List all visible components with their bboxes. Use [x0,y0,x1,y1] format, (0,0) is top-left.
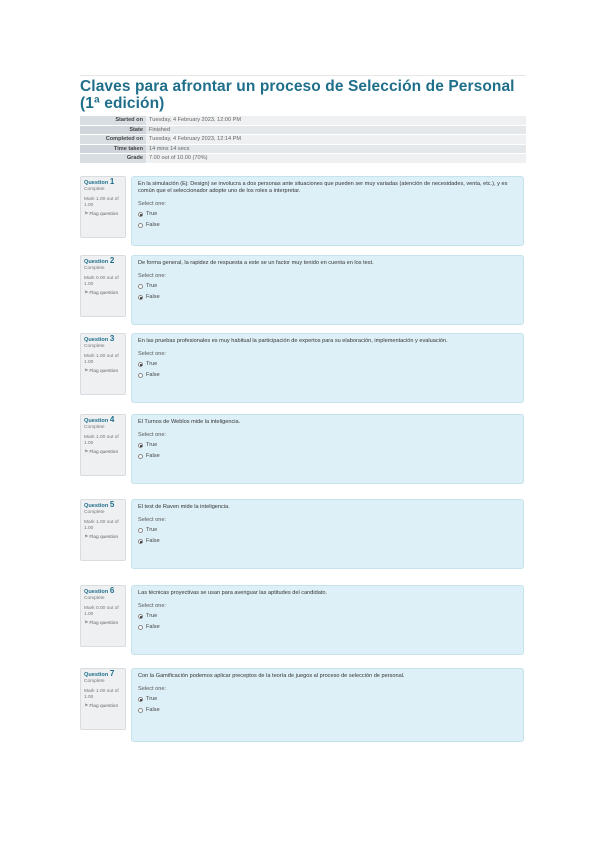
question-state: Complete [84,425,105,430]
flag-question-link[interactable]: ⚑Flag question [84,369,119,374]
flag-icon: ⚑ [84,212,89,217]
answer-option-true[interactable]: True [138,613,517,620]
question-info [80,333,126,395]
question-mark: Mark 1.00 out of 1.00 [84,435,119,446]
question-state: Complete [84,266,105,271]
answer-option-false[interactable]: False [138,453,517,460]
question-state: Complete [84,344,105,349]
flag-question-link[interactable]: ⚑Flag question [84,212,119,217]
radio-button[interactable] [138,697,143,702]
flag-question-link[interactable]: ⚑Flag question [84,450,119,455]
summary-value: Finished [146,125,526,135]
question-content [131,333,524,403]
question-content [131,585,524,655]
question-mark: Mark 0.00 out of 1.00 [84,606,119,617]
radio-button[interactable] [138,212,143,217]
question-4 [80,414,526,484]
radio-button[interactable] [138,362,143,367]
question-info [80,585,126,647]
question-text: En la simulación (Ej: Design) se involucra a dos personas ante situaciones que pueden ser muy variadas (atención de necesidades, venta, etc.), y es común que el seleccionador adopte uno de los roles a interpretar. [138,181,508,194]
radio-button[interactable] [138,528,143,533]
summary-label: Grade [80,154,146,164]
answer-option-true[interactable]: True [138,696,517,703]
question-text: El Turnos de Weblos mide la inteligencia. [138,419,241,425]
flag-question-link[interactable]: ⚑Flag question [84,535,119,540]
summary-label: Completed on [80,135,146,145]
question-number: Question 7 [84,669,115,678]
question-mark: Mark 1.00 out of 1.00 [84,354,119,365]
radio-button[interactable] [138,614,143,619]
answer-option-true[interactable]: True [138,361,517,368]
summary-row [80,135,526,145]
answer-option-false[interactable]: False [138,222,517,229]
question-info [80,499,126,561]
question-2 [80,255,526,325]
question-text: Las técnicas proyectivas se usan para averiguar las aptitudes del candidato. [138,590,328,596]
question-text: De forma general, la rapidez de respuesta a este se un factor muy tenido en cuenta en los test. [138,260,374,266]
select-one-prompt: Select one: [138,686,166,692]
question-1 [80,176,526,246]
flag-icon: ⚑ [84,369,89,374]
radio-button[interactable] [138,284,143,289]
question-3 [80,333,526,403]
question-mark: Mark 1.00 out of 1.00 [84,197,119,208]
select-one-prompt: Select one: [138,351,166,357]
summary-row [80,154,526,164]
question-mark: Mark 0.00 out of 1.00 [84,276,119,287]
question-info [80,255,126,317]
question-info [80,668,126,730]
question-text: En las pruebas profesionales es muy habitual la participación de expertos para su elaboración, implementación y evaluación. [138,338,448,344]
answer-option-true[interactable]: True [138,442,517,449]
question-state: Complete [84,187,105,192]
flag-icon: ⚑ [84,450,89,455]
flag-icon: ⚑ [84,704,89,709]
summary-value: Tuesday, 4 February 2023, 12:14 PM [146,135,526,145]
radio-button[interactable] [138,625,143,630]
select-one-prompt: Select one: [138,432,166,438]
select-one-prompt: Select one: [138,201,166,207]
answer-option-false[interactable]: False [138,624,517,631]
page-title: Claves para afrontar un proceso de Selección de Personal (1ª edición) [80,78,515,112]
question-number: Question 5 [84,500,115,509]
flag-icon: ⚑ [84,291,89,296]
summary-row [80,116,526,125]
answer-option-false[interactable]: False [138,707,517,714]
radio-button[interactable] [138,454,143,459]
summary-value: Tuesday, 4 February 2023, 12:00 PM [146,116,526,125]
question-number: Question 3 [84,334,115,343]
question-content [131,668,524,742]
question-number: Question 2 [84,256,115,265]
question-state: Complete [84,596,105,601]
summary-label: State [80,125,146,135]
question-text: El test de Raven mide la inteligencia. [138,504,230,510]
question-content [131,414,524,484]
question-mark: Mark 1.00 out of 1.00 [84,520,119,531]
radio-button[interactable] [138,539,143,544]
answer-option-false[interactable]: False [138,294,517,301]
radio-button[interactable] [138,708,143,713]
summary-label: Time taken [80,144,146,154]
radio-button[interactable] [138,223,143,228]
question-text: Con la Gamificación podemos aplicar preceptos de la teoría de juegos al proceso de selección de personal. [138,673,405,679]
radio-button[interactable] [138,295,143,300]
question-5 [80,499,526,569]
attempt-summary-table [80,116,526,164]
question-content [131,176,524,246]
flag-question-link[interactable]: ⚑Flag question [84,291,119,296]
question-number: Question 4 [84,415,115,424]
question-mark: Mark 1.00 out of 1.00 [84,689,119,700]
flag-question-link[interactable]: ⚑Flag question [84,621,119,626]
radio-button[interactable] [138,443,143,448]
question-content [131,255,524,325]
select-one-prompt: Select one: [138,517,166,523]
radio-button[interactable] [138,373,143,378]
summary-row [80,144,526,154]
summary-value: 7.00 out of 10.00 (70%) [146,154,526,164]
question-state: Complete [84,679,105,684]
question-7 [80,668,526,738]
summary-value: 14 mins 14 secs [146,144,526,154]
flag-question-link[interactable]: ⚑Flag question [84,704,119,709]
answer-option-true[interactable]: True [138,211,517,218]
question-number: Question 1 [84,177,115,186]
question-number: Question 6 [84,586,115,595]
select-one-prompt: Select one: [138,603,166,609]
question-info [80,176,126,238]
flag-icon: ⚑ [84,621,89,626]
question-content [131,499,524,569]
answer-option-true[interactable]: True [138,283,517,290]
summary-row [80,125,526,135]
summary-label: Started on [80,116,146,125]
answer-option-false[interactable]: False [138,538,517,545]
title-bar [80,75,526,112]
answer-option-false[interactable]: False [138,372,517,379]
question-state: Complete [84,510,105,515]
question-info [80,414,126,476]
select-one-prompt: Select one: [138,273,166,279]
answer-option-true[interactable]: True [138,527,517,534]
flag-icon: ⚑ [84,535,89,540]
question-6 [80,585,526,655]
